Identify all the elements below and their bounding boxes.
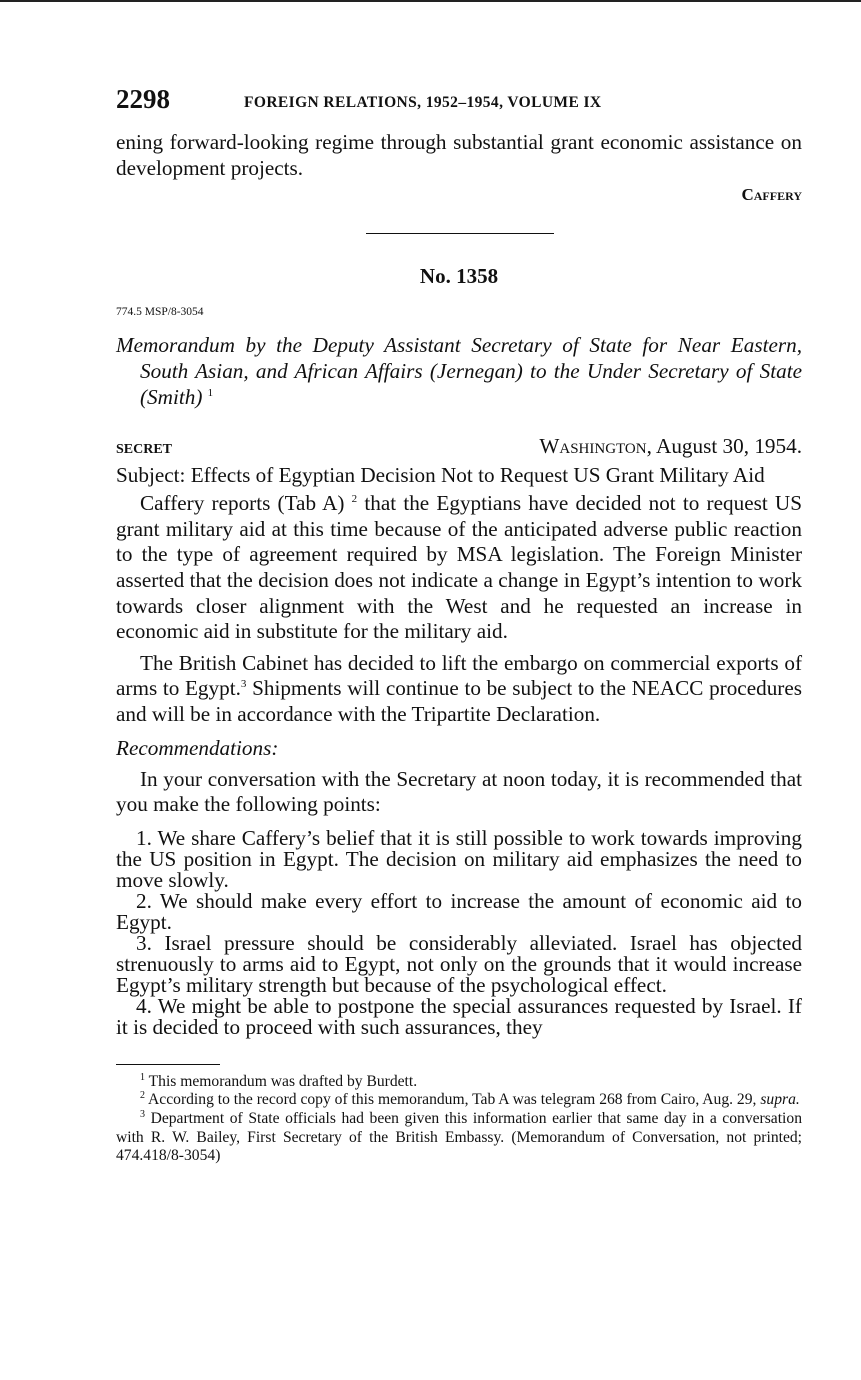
top-edge-rule (0, 0, 861, 2)
footnote-mark: 2 (140, 1090, 145, 1102)
footnotes (116, 1073, 802, 1166)
document-title (116, 332, 802, 410)
footnote-ref-2: 2 (351, 493, 358, 506)
paragraph-1 (116, 491, 802, 645)
place: Washington, (539, 434, 652, 459)
section-separator (366, 233, 554, 234)
subject-line: Subject: Effects of Egyptian Decision Not to Request US Grant Military Aid (116, 463, 765, 488)
list-item: 1. We share Caffery’s belief that it is still possible to work towards improving the US position in Egypt. The decision on military aid emphasizes the need to move slowly. (116, 825, 802, 892)
footnote-text: According to the record copy of this memorandum, Tab A was telegram 268 from Cairo, Aug. 29, (148, 1091, 757, 1109)
continued-paragraph: ening forward-looking regime through substantial grant economic assistance on development projects. (116, 130, 802, 180)
document-number: No. 1358 (419, 264, 499, 289)
document-title-text: Memorandum by the Deputy Assistant Secretary of State for Near Eastern, South Asian, and African Affairs (Jernegan) to the Under Secretary of State (Smith) (116, 333, 802, 410)
footnote-text: Department of State officials had been given this information earlier that same day in a conversation with R. W. Bailey, First Secretary of the British Embassy. (Memorandum of Conversation, not printed; 474.418/8-3054) (116, 1109, 802, 1165)
paragraph-1-lead: Caffery reports (Tab A) (140, 491, 345, 516)
dateline (116, 434, 802, 459)
signature: Caffery (741, 185, 802, 205)
paragraph-2 (116, 651, 802, 728)
recommendations-heading: Recommendations: (116, 735, 279, 760)
footnote-text: This memorandum was drafted by Burdett. (148, 1072, 418, 1090)
recommendations-intro: In your conversation with the Secretary at noon today, it is recommended that you make the following points: (116, 766, 802, 817)
date: August 30, 1954. (656, 434, 802, 459)
list-item: 3. Israel pressure should be considerably alleviated. Israel has objected strenuously to arms aid to Egypt, not only on the grounds that it would increase Egypt’s military strength but because of the psychological effect. (116, 930, 802, 997)
running-title: FOREIGN RELATIONS, 1952–1954, VOLUME IX (244, 94, 602, 111)
footnote-ref-1: 1 (207, 387, 214, 400)
file-reference: 774.5 MSP/8-3054 (116, 306, 204, 319)
footnote-1 (116, 1073, 802, 1092)
footnote-ref-3: 3 (240, 678, 247, 691)
footnote-mark: 1 (140, 1071, 145, 1083)
place-date (539, 434, 802, 459)
paragraph-2-lead: The British Cabinet has decided to lift the embargo on commercial exports of arms to Egypt. (116, 650, 802, 701)
paragraph-2-body: Shipments will continue to be subject to the NEACC procedures and will be in accordance with the Tripartite Declaration. (116, 676, 803, 726)
list-item: 4. We might be able to postpone the special assurances requested by Israel. If it is decided to proceed with such assurances, they (116, 993, 802, 1039)
footnote-mark: 3 (140, 1108, 145, 1120)
page-number: 2298 (116, 84, 170, 114)
recommendation-list (116, 825, 802, 1039)
footnote-rule (116, 1064, 220, 1065)
running-head (116, 84, 802, 118)
list-item: 2. We should make every effort to increase the amount of economic aid to Egypt. (116, 888, 802, 934)
paragraph-1-body: that the Egyptians have decided not to request US grant military aid at this time because of the anticipated adverse public reaction to the type of agreement required by MSA legislation. The Foreign Minister asserted that the decision does not indicate a change in Egypt’s intention to work towards closer alignment with the West and he requested an increase in economic aid in substitute for the military aid. (116, 491, 803, 644)
footnote-2 (116, 1091, 802, 1110)
document-page (116, 84, 802, 1166)
footnote-3 (116, 1110, 802, 1166)
footnote-italic: supra. (760, 1091, 800, 1109)
classification-label: SECRET (116, 442, 173, 458)
